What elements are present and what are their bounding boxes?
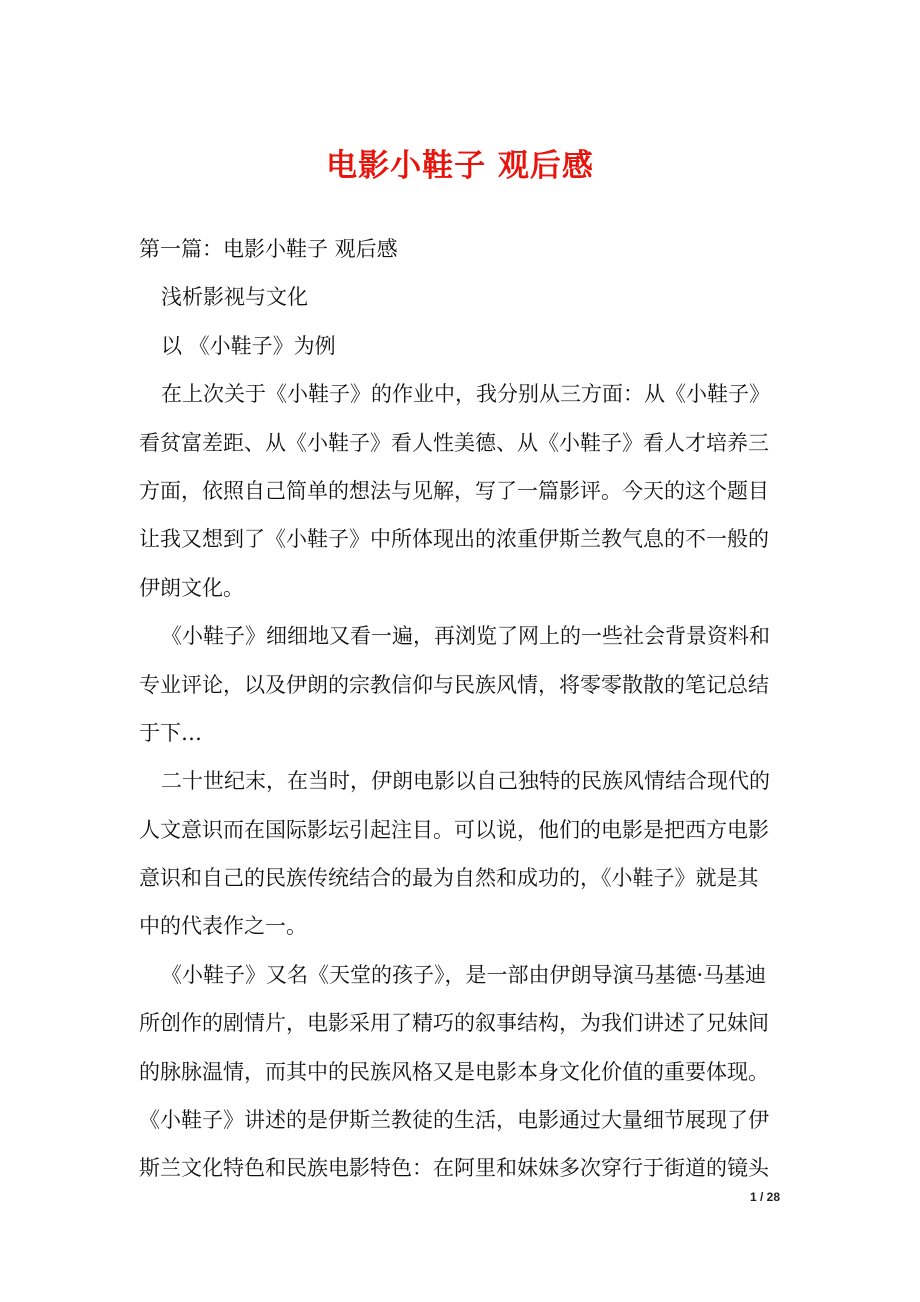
body-line: 在上次关于《小鞋子》的作业中，我分别从三方面：从《小鞋子》 xyxy=(161,382,770,407)
body-line: 所创作的剧情片，电影采用了精巧的叙事结构，为我们讲述了兄妹间 xyxy=(139,1011,769,1036)
body-line: 专业评论，以及伊朗的宗教信仰与民族风情，将零零散散的笔记总结 xyxy=(139,672,769,697)
body-line: 二十世纪末，在当时，伊朗电影以自己独特的民族风情结合现代的 xyxy=(161,769,770,794)
document-title: 电影小鞋子 观后感 xyxy=(326,148,594,184)
body-line: 斯兰文化特色和民族电影特色：在阿里和妹妹多次穿行于街道的镜头 xyxy=(139,1156,769,1181)
body-line: 方面，依照自己简单的想法与见解，写了一篇影评。今天的这个题目 xyxy=(139,478,769,503)
page-number: 1 / 28 xyxy=(749,1190,780,1204)
body-line: 伊朗文化。 xyxy=(139,575,244,600)
body-line: 《小鞋子》细细地又看一遍，再浏览了网上的一些社会背景资料和 xyxy=(161,624,770,649)
body-line: 于下… xyxy=(139,720,202,745)
body-line: 《小鞋子》又名《天堂的孩子》，是一部由伊朗导演马基德·马基迪 xyxy=(161,962,767,987)
body-line: 浅析影视与文化 xyxy=(161,285,308,310)
body-line: 中的代表作之一。 xyxy=(139,914,307,939)
body-line: 《小鞋子》讲述的是伊斯兰教徒的生活，电影通过大量细节展现了伊 xyxy=(139,1108,769,1133)
body-line: 看贫富差距、从《小鞋子》看人性美德、从《小鞋子》看人才培养三 xyxy=(139,430,769,455)
body-line: 以 《小鞋子》为例 xyxy=(161,333,336,358)
body-line: 的脉脉温情，而其中的民族风格又是电影本身文化价值的重要体现。 xyxy=(139,1059,769,1084)
document-body xyxy=(139,225,783,1193)
body-line: 人文意识而在国际影坛引起注目。可以说，他们的电影是把西方电影 xyxy=(139,817,769,842)
body-line: 意识和自己的民族传统结合的最为自然和成功的，《小鞋子》就是其 xyxy=(139,866,759,891)
body-line: 第一篇：电影小鞋子 观后感 xyxy=(139,237,398,261)
body-line: 让我又想到了《小鞋子》中所体现出的浓重伊斯兰教气息的不一般的 xyxy=(139,527,769,552)
